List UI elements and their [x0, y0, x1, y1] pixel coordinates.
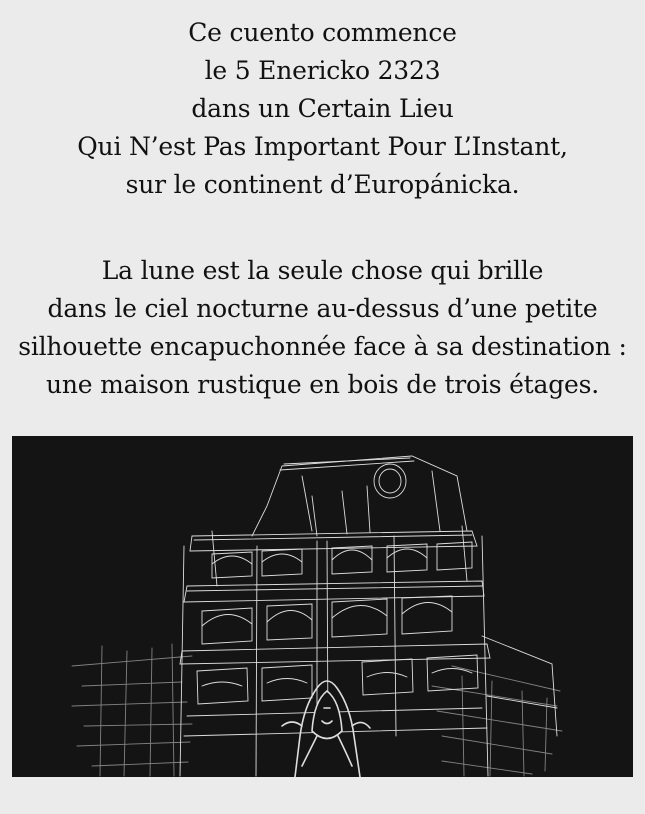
intro-paragraph	[0, 14, 645, 204]
house-sketch	[12, 436, 633, 777]
intro-line: Ce cuento commence	[188, 18, 457, 47]
moon-line: silhouette encapuchonnée face à sa destination :	[18, 332, 627, 361]
moon-line: La lune est la seule chose qui brille	[101, 256, 544, 285]
house-illustration	[12, 436, 633, 777]
moon-line: une maison rustique en bois de trois étages.	[45, 370, 599, 399]
intro-line: sur le continent d’Europánicka.	[125, 170, 520, 199]
hooded-figure	[282, 681, 370, 777]
intro-line: le 5 Enericko 2323	[204, 56, 441, 85]
intro-line: Qui N’est Pas Important Pour L’Instant,	[77, 132, 568, 161]
moon-line: dans le ciel nocturne au-dessus d’une petite	[47, 294, 598, 323]
moon-paragraph	[0, 252, 645, 404]
house-outline	[180, 456, 557, 776]
intro-line: dans un Certain Lieu	[191, 94, 454, 123]
